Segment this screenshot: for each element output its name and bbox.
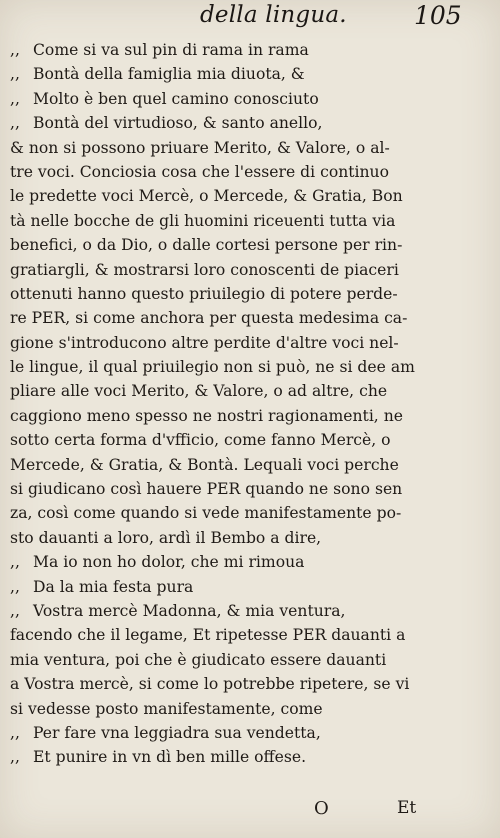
quotation-mark: ,,	[10, 114, 20, 133]
catchword: Et	[397, 798, 417, 818]
prose-line: & non si possono priuare Merito, & Valore, o al-	[10, 138, 390, 157]
page-header	[0, 2, 500, 36]
prose-line: sto dauanti a loro, ardì il Bembo a dire,	[10, 528, 322, 547]
prose-line: pliare alle voci Merito, & Valore, o ad altre, che	[10, 382, 388, 401]
verse-line	[10, 38, 456, 62]
quotation-mark: ,,	[10, 41, 20, 59]
verse-line	[10, 575, 456, 599]
verse-text: Come si va sul pin di rama in rama	[33, 41, 309, 59]
quotation-mark: ,,	[10, 723, 20, 742]
prose-line: si giudicano così hauere PER quando ne sono sen	[10, 480, 403, 499]
verse-text: Molto è ben quel camino conosciuto	[33, 89, 319, 108]
prose-line: mia ventura, poi che è giudicato essere dauanti	[10, 650, 387, 669]
prose-line: tà nelle bocche de gli huomini riceuenti tutta via	[10, 211, 396, 230]
verse-text: Et punire in vn dì ben mille offese.	[33, 748, 307, 767]
page-number: 105	[414, 1, 462, 30]
page-footer	[0, 798, 500, 828]
body-text	[10, 38, 456, 770]
verse-text: Vostra mercè Madonna, & mia ventura,	[33, 601, 346, 620]
quotation-mark: ,,	[10, 89, 20, 108]
quotation-mark: ,,	[10, 577, 20, 596]
quotation-mark: ,,	[10, 553, 20, 572]
verse-line	[10, 745, 456, 769]
verse-text: Per fare vna leggiadra sua vendetta,	[33, 723, 321, 742]
verse-line	[10, 87, 456, 111]
prose-line: tre voci. Conciosia cosa che l'essere di continuo	[10, 162, 389, 181]
running-title: della lingua.	[200, 2, 347, 28]
prose-line: sotto certa forma d'vfficio, come fanno Mercè, o	[10, 431, 391, 450]
prose-line: za, così come quando si vede manifestamente po-	[10, 504, 402, 523]
verse-text: Da la mia festa pura	[33, 577, 194, 596]
prose-line: gratiargli, & mostrarsi loro conoscenti de piaceri	[10, 260, 399, 279]
prose-line: facendo che il legame, Et ripetesse PER dauanti a	[10, 626, 406, 645]
signature-mark: O	[314, 798, 329, 819]
verse-line	[10, 721, 456, 745]
verse-line	[10, 111, 456, 135]
prose-line: si vedesse posto manifestamente, come	[10, 699, 323, 718]
verse-text: Bontà del virtudioso, & santo anello,	[33, 114, 323, 133]
prose-line: Mercede, & Gratia, & Bontà. Lequali voci perche	[10, 455, 399, 474]
prose-line: le predette voci Mercè, o Mercede, & Gratia, Bon	[10, 187, 403, 206]
quotation-mark: ,,	[10, 601, 20, 620]
verse-text: Ma io non ho dolor, che mi rimoua	[33, 553, 305, 572]
quotation-mark: ,,	[10, 65, 20, 84]
prose-line: a Vostra mercè, si come lo potrebbe ripetere, se vi	[10, 675, 410, 694]
prose-line: caggiono meno spesso ne nostri ragionamenti, ne	[10, 406, 403, 425]
prose-line: gione s'introducono altre perdite d'altre voci nel-	[10, 333, 399, 352]
prose-line: ottenuti hanno questo priuilegio di potere perde-	[10, 284, 398, 303]
prose-line: benefici, o da Dio, o dalle cortesi persone per rin-	[10, 236, 403, 255]
prose-line: le lingue, il qual priuilegio non si può, ne si dee am	[10, 358, 415, 377]
quotation-mark: ,,	[10, 748, 20, 767]
verse-text: Bontà della famiglia mia diuota, &	[33, 65, 305, 84]
verse-line	[10, 599, 456, 623]
verse-line	[10, 550, 456, 574]
prose-line: re PER, si come anchora per questa medesima ca-	[10, 309, 408, 328]
verse-line	[10, 62, 456, 86]
